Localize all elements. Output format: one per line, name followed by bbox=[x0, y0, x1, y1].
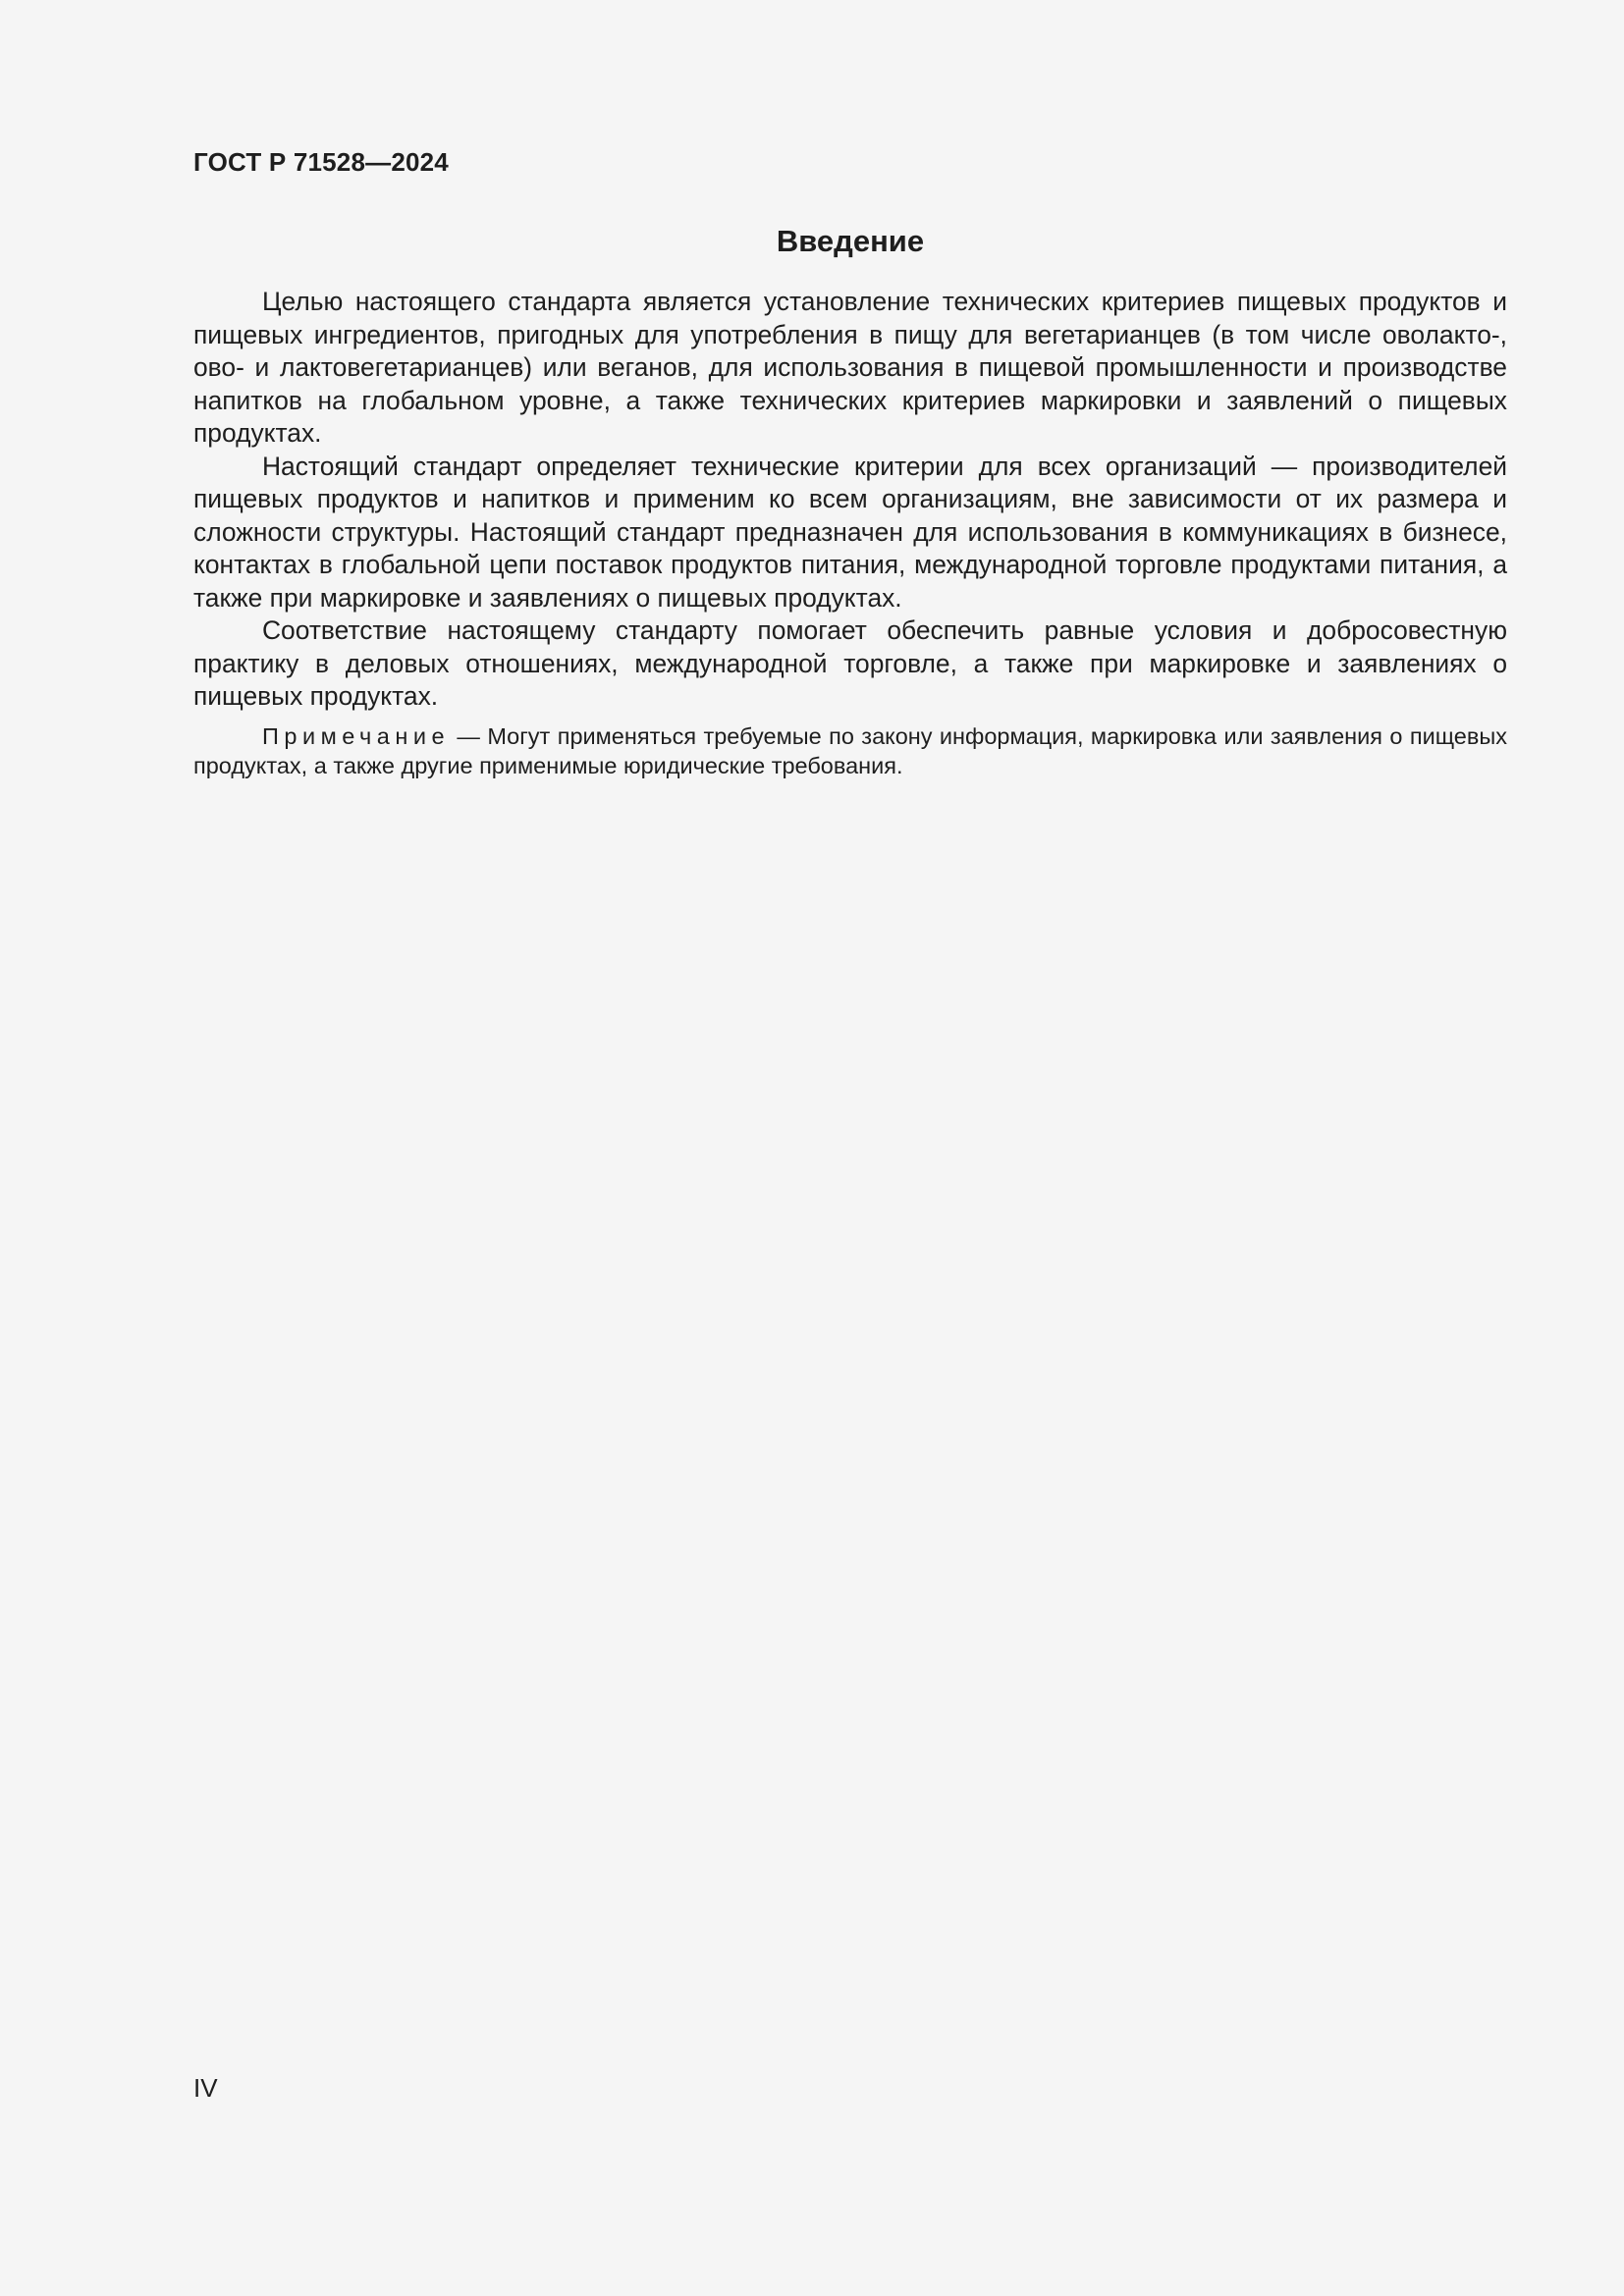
note-label: Примечание bbox=[262, 722, 451, 749]
standard-code: ГОСТ Р 71528—2024 bbox=[193, 147, 449, 177]
page-number: IV bbox=[193, 2073, 218, 2103]
note bbox=[193, 721, 1507, 780]
section-title: Введение bbox=[776, 224, 925, 258]
paragraph: Соответствие настоящему стандарту помогает обеспечить равные условия и добросовестную практику в деловых отношениях, международной торговле, а также при маркировке и заявлениях о пищевых продуктах. bbox=[193, 615, 1507, 711]
paragraph: Настоящий стандарт определяет технические критерии для всех организаций — производителей пищевых продуктов и напитков и применим ко всем организациям, вне зависимости от их размера и сложности структуры. Настоящий стандарт предназначен для использования в коммуникациях в бизнесе, контактах в глобальной цепи поставок продуктов питания, международной торговле продуктами питания, а также при маркировке и заявлениях о пищевых продуктах. bbox=[193, 451, 1507, 613]
paragraph: Целью настоящего стандарта является установление технических критериев пищевых продуктов и пищевых ингредиентов, пригодных для употребления в пищу для вегетарианцев (в том числе оволакто-, ово- и лактовегетарианцев) или веганов, для использования в пищевой промышленности и производстве напитков на глобальном уровне, а также технических критериев маркировки и заявлений о пищевых продуктах. bbox=[193, 287, 1507, 448]
section-body bbox=[193, 286, 1507, 780]
note-text: — Могут применяться требуемые по закону информация, маркировка или заявления о пищевых продуктах, а также другие применимые юридические требования. bbox=[193, 722, 1507, 778]
